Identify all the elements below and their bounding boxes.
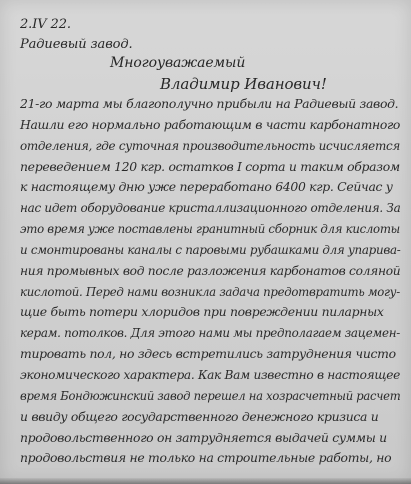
letter-date: 2.IV 22.: [20, 17, 71, 32]
body-line-12: керам. потолков. Для этого нами мы предполагаем зацемен-: [20, 325, 400, 340]
body-line-5: к настоящему дню уже переработано 6400 кгр. Сейчас у: [20, 179, 393, 194]
page-bottom-edge: [0, 478, 411, 484]
body-line-11: щие быть потери хлоридов при повреждении пиларных: [20, 304, 384, 319]
body-line-18: продовольствия не только на строительные работы, но: [20, 450, 392, 465]
greeting-line-1: Многоуважаемый: [110, 55, 246, 71]
body-line-3: отделения, где суточная производительность исчисляется: [20, 138, 400, 153]
body-line-15: время Бондюжинский завод перешел на хозрасчетный расчет: [20, 388, 401, 403]
body-line-17: продовольственного он затрудняется выдачей суммы и: [20, 430, 387, 445]
body-line-10: кислотой. Перед нами возникла задача предотвратить могу-: [20, 284, 400, 299]
body-line-4: переведением 120 кгр. остатков I сорта и таким образом: [20, 159, 400, 174]
body-line-2: Нашли его нормально работающим в части карбонатного: [20, 117, 401, 132]
body-line-8: и смонтированы каналы с паровыми рубашками для упарива-: [20, 242, 401, 257]
body-line-16: и ввиду общего государственного денежного кризиса и: [20, 409, 379, 424]
greeting-line-2: Владимир Иванович!: [160, 75, 327, 93]
body-line-1: 21-го марта мы благополучно прибыли на Радиевый завод.: [20, 96, 399, 111]
body-line-14: экономического характера. Как Вам известно в настоящее: [20, 367, 401, 382]
body-line-6: нас идет оборудование кристаллизационного отделения. За: [20, 200, 401, 215]
body-line-7: это время уже поставлены гранитный сборник для кислоты: [20, 221, 400, 236]
body-line-13: тировать пол, но здесь встретились затруднения чисто: [20, 346, 396, 361]
letter-place: Радиевый завод.: [20, 37, 133, 52]
body-line-9: ния промывных вод после разложения карбонатов соляной: [20, 263, 401, 278]
